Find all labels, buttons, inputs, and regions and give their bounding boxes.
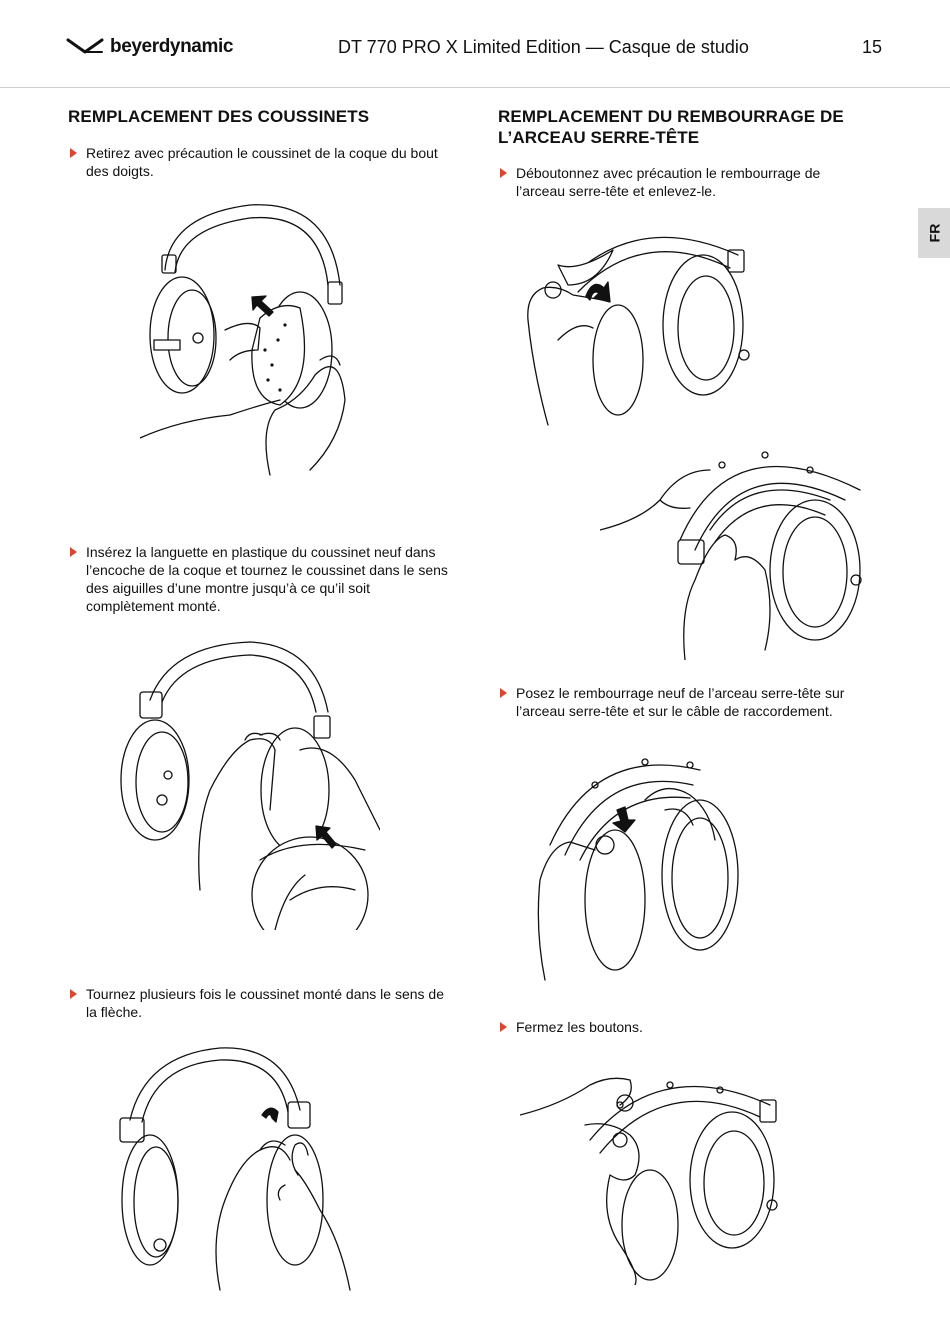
right-step-3-text: Fermez les boutons.: [516, 1019, 643, 1035]
document-title: DT 770 PRO X Limited Edition — Casque de studio: [338, 37, 749, 57]
left-step-1: [68, 144, 456, 180]
left-step-1-text: Retirez avec précaution le coussinet de la coque du bout des doigts.: [86, 145, 438, 179]
illustration-rotate-cushion: [110, 1040, 370, 1300]
right-step-2: [498, 684, 866, 720]
illustration-insert-cushion: [100, 640, 380, 930]
language-tab-label: FR: [925, 223, 942, 243]
illustration-place-padding: [525, 750, 765, 990]
page-number: 15: [861, 37, 882, 57]
right-section-heading: [498, 106, 844, 148]
brand-logo: [66, 36, 233, 58]
right-step-3: [498, 1018, 866, 1036]
right-step-2-text: Posez le rembourrage neuf de l’arceau serre-tête sur l’arceau serre-tête et sur le câble de raccordement.: [516, 685, 845, 719]
left-step-2: [68, 543, 456, 615]
right-step-1-text: Déboutonnez avec précaution le rembourrage de l’arceau serre-tête et enlevez-le.: [516, 165, 821, 199]
brand-mark-icon: [66, 36, 104, 58]
illustration-remove-cushion: [140, 200, 360, 480]
illustration-unbutton-padding: [518, 210, 768, 430]
illustration-remove-padding: [600, 430, 870, 660]
illustration-close-buttons: [520, 1045, 785, 1285]
bullet-arrow-icon: [500, 1022, 507, 1032]
left-step-2-text: Insérez la languette en plastique du coussinet neuf dans l’encoche de la coque et tournez le coussinet dans le sens des aiguilles d’une montre jusqu’à ce qu’il soit complètement monté.: [86, 544, 448, 614]
right-step-1: [498, 164, 866, 200]
left-step-3-text: Tournez plusieurs fois le coussinet monté dans le sens de la flèche.: [86, 986, 444, 1020]
page-header: [0, 0, 950, 88]
left-step-3: [68, 985, 456, 1021]
bullet-arrow-icon: [70, 148, 77, 158]
bullet-arrow-icon: [500, 168, 507, 178]
left-section-heading: REMPLACEMENT DES COUSSINETS: [68, 107, 370, 126]
language-tab: [918, 208, 950, 258]
bullet-arrow-icon: [70, 989, 77, 999]
bullet-arrow-icon: [70, 547, 77, 557]
right-heading-line-1: REMPLACEMENT DU REMBOURRAGE DE: [498, 107, 844, 126]
brand-name: beyerdynamic: [110, 36, 233, 57]
bullet-arrow-icon: [500, 688, 507, 698]
right-heading-line-2: L’ARCEAU SERRE-TÊTE: [498, 128, 700, 147]
